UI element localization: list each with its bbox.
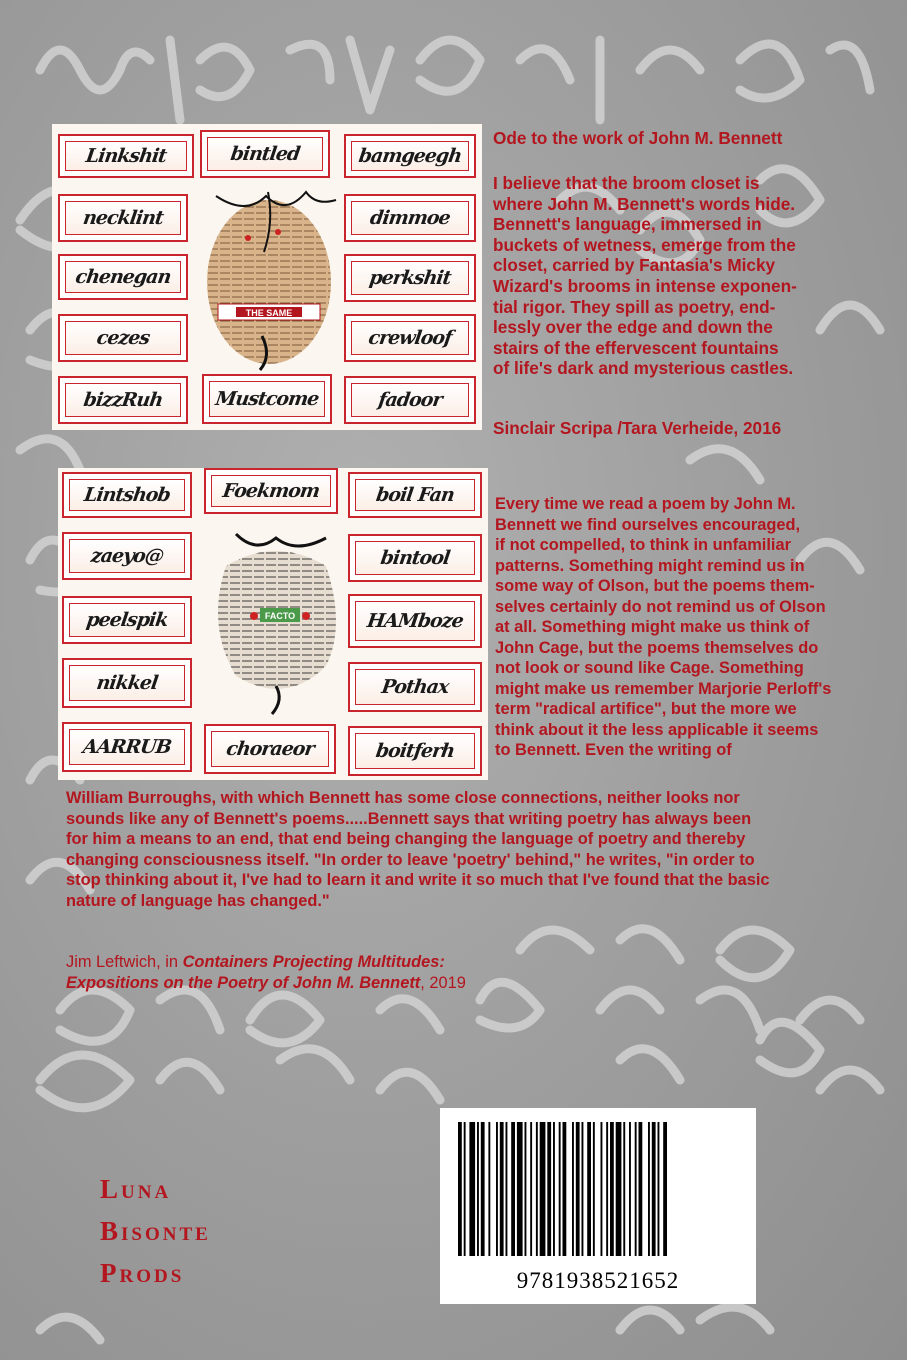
word-tile: HAMboze [348,594,482,648]
barcode-bar [587,1122,591,1256]
word-tile: peelspik [62,596,192,644]
barcode-bar [606,1122,608,1256]
barcode-bar [553,1122,555,1256]
word-tile: perkshit [344,254,476,302]
word-tile: AARRUB [62,722,192,772]
barcode-bar [616,1122,622,1256]
barcode-bar [663,1122,667,1256]
barcode-bar [601,1122,603,1256]
word-tile: fadoor [344,376,476,424]
barcode-bar [639,1122,643,1256]
collage-label: THE SAME [245,308,293,318]
barcode-bar [610,1122,614,1256]
ode-attribution: Sinclair Scripa /Tara Verheide, 2016 [493,418,782,438]
word-tile: dimmoe [344,194,476,242]
barcode-bar [517,1122,523,1256]
word-tile: choraeor [204,724,336,774]
word-tile: Pothax [348,662,482,712]
publisher-logo [100,1168,211,1294]
word-tile: boil Fan [348,472,482,518]
collage-egg-image [206,526,346,716]
ode-title: Ode to the work of John M. Bennett [493,128,783,148]
word-tile: crewloof [344,314,476,362]
barcode-bar [572,1122,574,1256]
barcode-bar [536,1122,538,1256]
essay-column: Every time we read a poem by John M. Bennett we find ourselves encouraged, if not compelled, to think in unfamiliar patterns. Something might remind us in some way of Olson, but the poems them- selves certainly do not remind us of Olson at all. Something might make us think of John Cage, but the poems themselves do not look or sound like Cage. Something might make us remember Marjorie Perloff's term "radical artifice", but the more we think about it the less applicable it seems to Bennett. Even the writing of [495,495,832,759]
barcode-bar [500,1122,504,1256]
isbn-barcode [440,1108,756,1304]
barcode-bar [547,1122,551,1256]
word-tile: Mustcome [202,374,332,424]
barcode-bar [593,1122,595,1256]
barcode-bar [469,1122,475,1256]
word-tile: bizzRuh [58,376,188,424]
barcode-bar [525,1122,527,1256]
artwork-panel-bottom [58,468,488,780]
barcode-bar [563,1122,567,1256]
barcode-bar [481,1122,485,1256]
barcode-bar [623,1122,625,1256]
barcode-bar [530,1122,532,1256]
word-tile: Foekmom [204,468,338,514]
barcode-bar [511,1122,515,1256]
word-tile: necklint [58,194,188,242]
essay-citation: Jim Leftwich, in Containers Projecting Multitudes: Expositions on the Poetry of John M. Bennett, 2019 [66,953,466,992]
artwork-panel-top [52,124,482,430]
word-tile: Linkshit [58,134,194,178]
ode-body: I believe that the broom closet is where John M. Bennett's words hide. Bennett's language, immersed in buckets of wetness, emerge from the closet, carried by Fantasia's Micky Wizard's brooms in intense exponen- tial rigor. They spill as poetry, end- lessly over the edge and down the stairs of the effervescent fountains of life's dark and mysterious castles. [493,173,797,379]
barcode-bar [635,1122,637,1256]
barcode-bar [652,1122,656,1256]
publisher-line-3: Prods [100,1258,185,1288]
barcode-bar [629,1122,631,1256]
word-tile: bintled [200,130,330,178]
barcode-bar [658,1122,660,1256]
barcode-bar [540,1122,546,1256]
barcode-bar [477,1122,479,1256]
word-tile: cezes [58,314,188,362]
collage-egg-image [196,186,342,372]
word-tile: bamgeegh [344,134,476,178]
barcode-bar [496,1122,498,1256]
word-tile: boitferh [348,726,482,776]
barcode-bar [559,1122,561,1256]
barcode-bar [506,1122,508,1256]
collage-label: FACTO [264,611,296,621]
publisher-line-1: Luna [100,1174,172,1204]
essay-full-width: William Burroughs, with which Bennett has some close connections, neither looks nor sounds like any of Bennett's poems.....Bennett says that writing poetry has always been for him a means to an end, that end being changing the language of poetry and thereby changing consciousness itself. "In order to leave 'poetry' behind," he writes, "in order to stop thinking about it, I've had to learn it and write it so much that I've found that the basic nature of language has changed." [66,789,770,910]
word-tile: Lintshob [62,472,192,518]
isbn-number: 9781938521652 [516,1268,680,1293]
word-tile: bintool [348,534,482,582]
barcode-bar [582,1122,584,1256]
barcode-bar [488,1122,490,1256]
barcode-bar [648,1122,650,1256]
word-tile: chenegan [58,254,188,300]
barcode-bar [458,1122,462,1256]
barcode-bar [576,1122,580,1256]
publisher-line-2: Bisonte [100,1216,211,1246]
word-tile: zaeyo@ [62,532,192,580]
word-tile: nikkel [62,658,192,708]
barcode-bar [464,1122,466,1256]
